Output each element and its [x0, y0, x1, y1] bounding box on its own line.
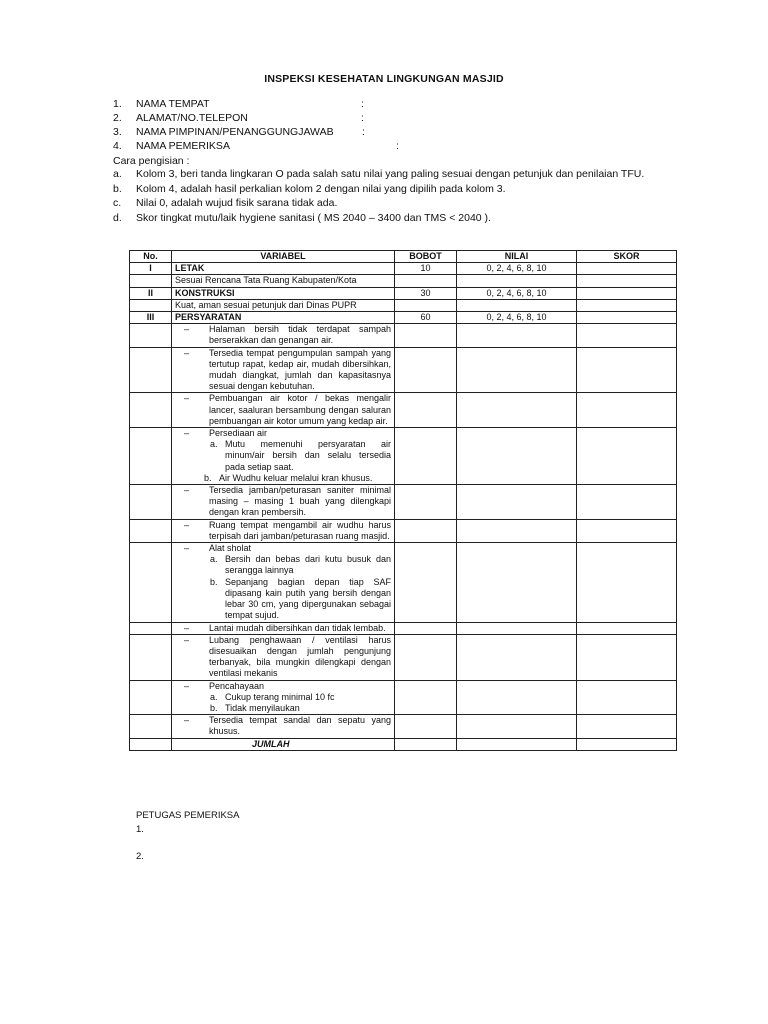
- subitem-text: Air Wudhu keluar melalui kran khusus.: [219, 472, 373, 483]
- skor-cell: [577, 543, 677, 622]
- bobot-cell: 30: [395, 287, 457, 299]
- header-nilai: NILAI: [457, 251, 577, 263]
- nilai-cell: [457, 428, 577, 485]
- header-variabel: VARIABEL: [172, 251, 395, 263]
- skor-cell: [577, 519, 677, 542]
- criteria-item: [175, 635, 391, 680]
- section-row: [130, 287, 677, 299]
- inspection-table: [129, 250, 677, 751]
- skor-cell: [577, 680, 677, 715]
- instruction-list: [113, 167, 677, 225]
- dash-bullet: –: [184, 543, 190, 554]
- instruction-item: [113, 196, 677, 210]
- nilai-cell: [457, 485, 577, 520]
- criteria-subitem: [209, 703, 391, 714]
- bobot-cell: [395, 543, 457, 622]
- section-number: I: [130, 263, 172, 275]
- instruction-text: Kolom 3, beri tanda lingkaran O pada salah satu nilai yang paling sesuai dengan petunjuk dan penilaian TFU.: [136, 168, 645, 180]
- instruction-item: [113, 167, 677, 181]
- variabel-cell: [172, 324, 395, 347]
- bobot-cell: [395, 275, 457, 287]
- criteria-subitem: [209, 439, 391, 473]
- subitem-key: a.: [210, 439, 218, 450]
- bobot-cell: 60: [395, 312, 457, 324]
- criteria-item: [175, 623, 391, 634]
- section-description-row: [130, 275, 677, 287]
- criteria-text: Alat sholat: [209, 543, 252, 554]
- field-number: 3.: [113, 126, 122, 138]
- dash-bullet: –: [184, 393, 190, 404]
- nilai-cell: [457, 393, 577, 428]
- section-row: [130, 263, 677, 275]
- table-row: [130, 634, 677, 680]
- variabel-cell: [172, 519, 395, 542]
- criteria-subitem: [209, 554, 391, 576]
- criteria-item: [175, 681, 391, 715]
- field-colon: :: [361, 112, 364, 124]
- nilai-cell: [457, 738, 577, 750]
- table-row: [130, 715, 677, 738]
- skor-cell: [577, 275, 677, 287]
- criteria-text: Tersedia tempat pengumpulan sampah yang tertutup rapat, kedap air, mudah dibersihkan, mudah diangkat, jumlah dan kapasitasnya sesuai dengan kebutuhan.: [209, 347, 391, 392]
- skor-cell: [577, 299, 677, 311]
- bobot-cell: [395, 519, 457, 542]
- header-skor: SKOR: [577, 251, 677, 263]
- variabel-cell: [172, 393, 395, 428]
- section-description: Kuat, aman sesuai petunjuk dari Dinas PUPR: [172, 299, 395, 311]
- field-label: NAMA PEMERIKSA: [136, 140, 230, 152]
- petugas-label: PETUGAS PEMERIKSA: [136, 810, 240, 821]
- subitem-key: b.: [204, 472, 212, 483]
- empty-no-cell: [130, 543, 172, 622]
- nilai-cell: [457, 680, 577, 715]
- petugas-section: [136, 809, 239, 863]
- empty-no-cell: [130, 485, 172, 520]
- skor-cell: [577, 263, 677, 275]
- variabel-cell: [172, 347, 395, 393]
- petugas-line-2: 2.: [136, 851, 144, 862]
- nilai-cell: [457, 275, 577, 287]
- header-bobot: BOBOT: [395, 251, 457, 263]
- subitem-key: a.: [210, 554, 218, 565]
- bobot-cell: [395, 622, 457, 634]
- field-number: 4.: [113, 140, 122, 152]
- nilai-cell: [457, 299, 577, 311]
- table-row: [130, 485, 677, 520]
- jumlah-label: JUMLAH: [172, 738, 395, 750]
- bobot-cell: [395, 634, 457, 680]
- criteria-item: [175, 485, 391, 519]
- bobot-cell: [395, 715, 457, 738]
- criteria-text: Persediaan air: [209, 428, 268, 439]
- bobot-cell: 10: [395, 263, 457, 275]
- petugas-line-1: 1.: [136, 824, 144, 835]
- instruction-text: Nilai 0, adalah wujud fisik sarana tidak ada.: [136, 197, 338, 209]
- nilai-cell: [457, 519, 577, 542]
- bobot-cell: [395, 299, 457, 311]
- field-colon: :: [362, 126, 365, 138]
- criteria-item: [175, 324, 391, 346]
- skor-cell: [577, 622, 677, 634]
- nilai-cell: [457, 347, 577, 393]
- nilai-cell: 0, 2, 4, 6, 8, 10: [457, 312, 577, 324]
- field-number: 2.: [113, 112, 122, 124]
- subitem-key: b.: [210, 702, 218, 713]
- instruction-text: Skor tingkat mutu/laik hygiene sanitasi ( MS 2040 – 3400 dan TMS < 2040 ).: [136, 211, 491, 224]
- bobot-cell: [395, 347, 457, 393]
- subitem-key: b.: [210, 576, 218, 587]
- skor-cell: [577, 485, 677, 520]
- skor-cell: [577, 287, 677, 299]
- section-description-row: [130, 299, 677, 311]
- bobot-cell: [395, 393, 457, 428]
- nilai-cell: [457, 324, 577, 347]
- table-row: [130, 622, 677, 634]
- dash-bullet: –: [184, 485, 190, 496]
- subitem-key: a.: [210, 691, 218, 702]
- bobot-cell: [395, 485, 457, 520]
- variabel-cell: [172, 543, 395, 622]
- section-label: KONSTRUKSI: [172, 287, 395, 299]
- empty-no-cell: [130, 275, 172, 287]
- subitem-text: Tidak menyilaukan: [225, 702, 300, 713]
- nilai-cell: [457, 543, 577, 622]
- criteria-item: [175, 348, 391, 393]
- table-row: [130, 428, 677, 485]
- dash-bullet: –: [184, 634, 190, 645]
- nilai-cell: [457, 715, 577, 738]
- empty-no-cell: [130, 622, 172, 634]
- nilai-cell: 0, 2, 4, 6, 8, 10: [457, 263, 577, 275]
- empty-no-cell: [130, 634, 172, 680]
- header-no: No.: [130, 251, 172, 263]
- dash-bullet: –: [184, 680, 190, 691]
- table-row: [130, 324, 677, 347]
- variabel-cell: [172, 428, 395, 485]
- table-row: [130, 519, 677, 542]
- subitem-text: Sepanjang bagian depan tiap SAF dipasang kain putih yang bersih dengan lebar 30 cm, yang dipergunakan sebagai tempat sujud.: [225, 576, 391, 621]
- criteria-text: Lantai mudah dibersihkan dan tidak lembab.: [209, 622, 386, 633]
- section-description: Sesuai Rencana Tata Ruang Kabupaten/Kota: [172, 275, 395, 287]
- skor-cell: [577, 428, 677, 485]
- table-row: [130, 543, 677, 622]
- dash-bullet: –: [184, 622, 190, 633]
- document-title: INSPEKSI KESEHATAN LINGKUNGAN MASJID: [264, 73, 504, 85]
- criteria-item: [175, 428, 391, 484]
- bobot-cell: [395, 680, 457, 715]
- dash-bullet: –: [184, 324, 190, 335]
- table-row: [130, 680, 677, 715]
- variabel-cell: [172, 485, 395, 520]
- variabel-cell: [172, 634, 395, 680]
- instruction-item: [113, 211, 677, 225]
- criteria-subitem: [203, 473, 391, 484]
- empty-no-cell: [130, 347, 172, 393]
- criteria-subitem: [209, 692, 391, 703]
- variabel-cell: [172, 715, 395, 738]
- instruction-key: c.: [113, 197, 122, 209]
- empty-no-cell: [130, 393, 172, 428]
- bobot-cell: [395, 324, 457, 347]
- field-colon: :: [396, 140, 399, 152]
- criteria-text: Pencahayaan: [209, 680, 265, 691]
- nilai-cell: 0, 2, 4, 6, 8, 10: [457, 287, 577, 299]
- dash-bullet: –: [184, 428, 190, 439]
- criteria-item: [175, 543, 391, 621]
- empty-no-cell: [130, 428, 172, 485]
- jumlah-row: [130, 738, 677, 750]
- instruction-key: a.: [113, 168, 122, 180]
- empty-no-cell: [130, 299, 172, 311]
- section-row: [130, 312, 677, 324]
- subitem-text: Bersih dan bebas dari kutu busuk dan serangga lainnya: [225, 554, 391, 576]
- cara-pengisian-heading: Cara pengisian :: [113, 155, 190, 167]
- empty-no-cell: [130, 715, 172, 738]
- empty-no-cell: [130, 738, 172, 750]
- section-label: LETAK: [172, 263, 395, 275]
- empty-no-cell: [130, 519, 172, 542]
- variabel-cell: [172, 622, 395, 634]
- subitem-text: Mutu memenuhi persyaratan air minum/air bersih dan selalu tersedia pada setiap saat.: [225, 439, 391, 472]
- skor-cell: [577, 738, 677, 750]
- criteria-text: Pembuangan air kotor / bekas mengalir lancer, saaluran bersambung dengan saluran pembuangan air kotor umum yang kedap air.: [209, 393, 391, 426]
- criteria-subitem: [209, 577, 391, 622]
- instruction-key: d.: [113, 211, 122, 224]
- subitem-text: Cukup terang minimal 10 fc: [225, 691, 335, 702]
- instruction-key: b.: [113, 182, 122, 195]
- field-colon: :: [361, 98, 364, 110]
- criteria-text: Lubang penghawaan / ventilasi harus disesuaikan dengan jumlah pengunjung terbanyak, bila mungkin dilengkapi dengan ventilasi mekanis: [209, 634, 391, 679]
- criteria-text: Halaman bersih tidak terdapat sampah berserakkan dan genangan air.: [209, 324, 391, 346]
- field-label: NAMA PIMPINAN/PENANGGUNGJAWAB: [136, 126, 334, 138]
- criteria-item: [175, 393, 391, 427]
- bobot-cell: [395, 428, 457, 485]
- skor-cell: [577, 393, 677, 428]
- dash-bullet: –: [184, 715, 190, 726]
- field-number: 1.: [113, 98, 122, 110]
- variabel-cell: [172, 680, 395, 715]
- skor-cell: [577, 347, 677, 393]
- instruction-item: [113, 182, 677, 196]
- criteria-text: Tersedia jamban/peturasan saniter minimal masing – masing 1 buah yang dilengkapi dengan kran pembersih.: [209, 485, 391, 518]
- table-row: [130, 347, 677, 393]
- dash-bullet: –: [184, 519, 190, 530]
- criteria-text: Ruang tempat mengambil air wudhu harus terpisah dari jamban/peturasan ruang masjid.: [209, 519, 391, 541]
- section-number: II: [130, 287, 172, 299]
- criteria-item: [175, 715, 391, 737]
- section-label: PERSYARATAN: [172, 312, 395, 324]
- field-label: ALAMAT/NO.TELEPON: [136, 112, 248, 124]
- dash-bullet: –: [184, 347, 190, 358]
- instruction-text: Kolom 4, adalah hasil perkalian kolom 2 dengan nilai yang dipilih pada kolom 3.: [136, 182, 506, 195]
- nilai-cell: [457, 634, 577, 680]
- skor-cell: [577, 324, 677, 347]
- skor-cell: [577, 312, 677, 324]
- table-header-row: [130, 251, 677, 263]
- section-number: III: [130, 312, 172, 324]
- empty-no-cell: [130, 680, 172, 715]
- field-label: NAMA TEMPAT: [136, 98, 210, 110]
- skor-cell: [577, 715, 677, 738]
- empty-no-cell: [130, 324, 172, 347]
- nilai-cell: [457, 622, 577, 634]
- skor-cell: [577, 634, 677, 680]
- table-row: [130, 393, 677, 428]
- bobot-cell: [395, 738, 457, 750]
- criteria-item: [175, 520, 391, 542]
- criteria-text: Tersedia tempat sandal dan sepatu yang khusus.: [209, 715, 391, 737]
